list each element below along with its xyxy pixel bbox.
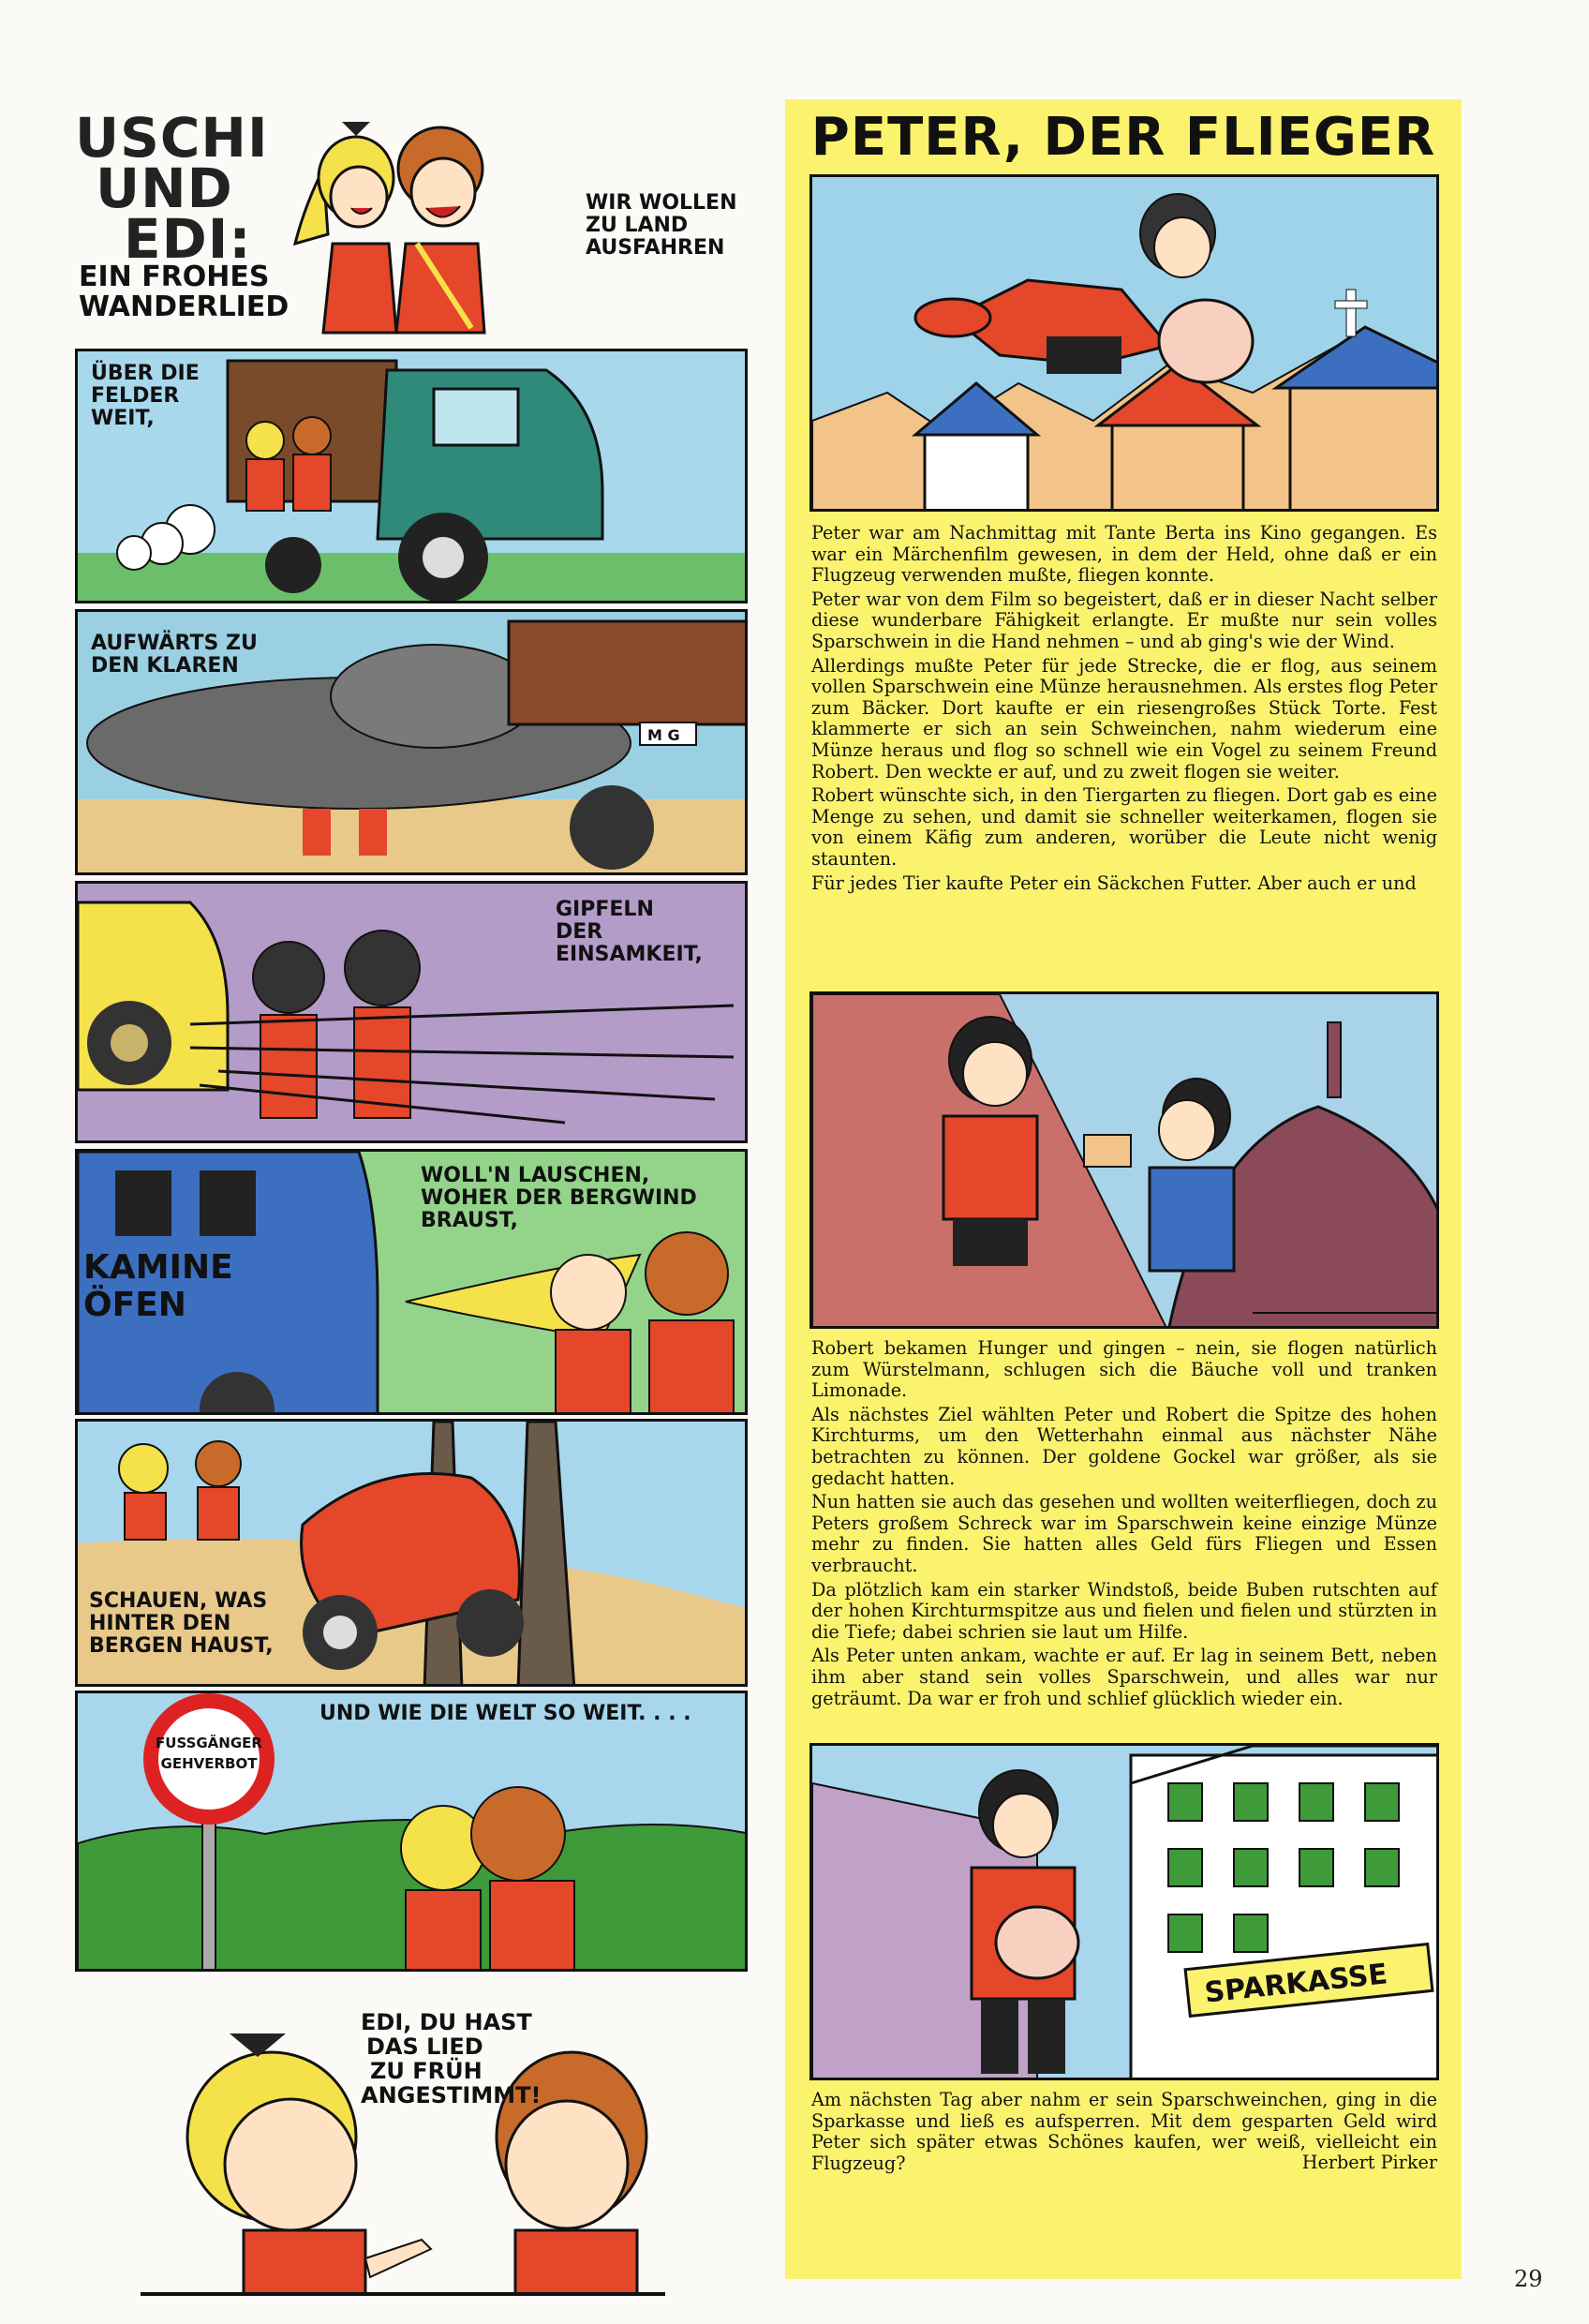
story-column [785,99,1462,2279]
story-illustration-bank [809,1743,1439,2080]
final-bubble-line-2: DAS LIED [366,2034,483,2060]
intro-speech-bubble [586,192,737,260]
panel-1-caption: ÜBER DIE FELDER WEIT, [91,362,200,430]
comic-panel-6 [75,1691,748,1972]
story-author: Herbert Pirker [1301,2152,1437,2173]
comic-panel-3 [75,881,748,1143]
bank-sign-text: SPARKASSE [1203,1958,1389,2010]
story-paragraph: Nun hatten sie auch das gesehen und wollten weiterfliegen, doch zu Peters großem Schreck war im Sparschwein keine einzige Münze mehr zu finden. Sie hatten alles Geld fürs Fliegen und Essen verbraucht. [811,1491,1437,1576]
van-text-line-1: KAMINE [83,1248,233,1287]
comic-panel-4 [75,1149,748,1415]
final-speech-bubble [361,2010,541,2108]
panel-4-caption: WOLL'N LAUSCHEN, WOHER DER BERGWIND BRAUST, [421,1164,697,1232]
final-bubble-line-3: ZU FRÜH [370,2058,483,2084]
comic-panel-1 [75,349,748,603]
story-text-block-2 [811,1338,1437,1712]
story-paragraph: Da plötzlich kam ein starker Windstoß, beide Buben rutschten auf der hohen Kirchturmspitze aus und fielen und fielen und stürzten in die Tiefe; dabei schrien sie laut um Hilfe. [811,1578,1437,1643]
story-paragraph: Allerdings mußte Peter für jede Strecke, die er flog, aus seinem vollen Sparschwein eine Münze herausnehmen. Als erstes flog Peter zum Bäcker. Dort kaufte er ein riesengroßes Stück Torte. Fest klammerte er sich an sein Schweinchen, nahm wiederum eine Münze heraus und flog so schnell wie ein Vogel zu seinem Freund Robert. Den weckte er auf, und zu zweit flogen sie weiter. [811,654,1437,782]
comic-subtitle [79,262,289,322]
story-paragraph: Als nächstes Ziel wählten Peter und Robert die Spitze des hohen Kirchturms, um den Wetterhahn einmal aus nächster Nähe betrachten zu können. Der goldene Gockel war größer, als sie gedacht hatten. [811,1403,1437,1489]
final-bubble-line-4: ANGESTIMMT! [361,2082,542,2108]
intro-kids-illustration [286,103,623,337]
story-paragraph: Robert wünschte sich, in den Tiergarten zu fliegen. Dort gab es eine Menge zu sehen, und damit sie schneller weiterkamen, flogen sie von einem Käfig zum anderen, worüber die Leute nicht wenig staunten. [811,784,1437,870]
logo-line-3: EDI: [124,207,252,271]
story-illustration-flying [809,174,1439,512]
bubble-line-1: WIR WOLLEN [586,191,737,215]
sign-text-line-1: FUSSGÄNGER [156,1735,262,1751]
story-paragraph: Peter war am Nachmittag mit Tante Berta ins Kino gegangen. Es war ein Märchenfilm gewesen, in dem der Held, ohne daß er ein Flugzeug verwenden mußte, fliegen konnte. [811,522,1437,587]
story-paragraph: Am nächsten Tag aber nahm er sein Sparschweinchen, ging in die Sparkasse und ließ es aufsperren. Mit dem gesparten Geld wird Peter sich später etwas Schönes kaufen, wer weiß, vielleicht ein Flugzeug? [811,2089,1437,2174]
final-bubble-line-1: EDI, DU HAST [361,2009,532,2035]
panel-2-caption: AUFWÄRTS ZU DEN KLAREN [91,632,258,678]
van-text-line-2: ÖFEN [83,1286,186,1324]
story-illustration-sharing [809,991,1439,1329]
page-number: 29 [1514,2266,1543,2292]
truck-plate: M G [647,726,680,744]
story-paragraph: Für jedes Tier kaufte Peter ein Säckchen Futter. Aber auch er und [811,872,1417,894]
comic-logo [75,106,269,271]
panel-6-caption: UND WIE DIE WELT SO WEIT. . . . [319,1702,691,1725]
bubble-line-2: ZU LAND [586,214,689,237]
story-paragraph: Robert bekamen Hunger und gingen – nein, sie flogen natürlich zum Würstelmann, schlugen sich die Bäuche voll und tranken Limonade. [811,1337,1437,1402]
logo-line-1: USCHI [75,106,269,170]
bubble-line-3: AUSFAHREN [586,236,725,260]
story-text-block-1 [811,523,1437,897]
subtitle-line-1: EIN FROHES [79,261,270,293]
story-title: PETER, DER FLIEGER [810,107,1436,168]
comic-header [75,103,750,337]
comic-panel-2 [75,609,748,875]
panel-3-caption: GIPFELN DER EINSAMKEIT, [556,898,703,966]
comic-panel-5 [75,1419,748,1687]
logo-line-2: UND [96,156,233,220]
panel-5-caption: SCHAUEN, WAS HINTER DEN BERGEN HAUST, [89,1589,274,1658]
sign-text-line-2: GEHVERBOT [160,1755,258,1772]
story-paragraph: Peter war von dem Film so begeistert, daß er in dieser Nacht selber diese wunderbare Fähigkeit erlangte. Er mußte nur sein volles Sparschwein in die Hand nehmen – und ab ging's wie der Wind. [811,588,1437,652]
story-paragraph: Als Peter unten ankam, wachte er auf. Er lag in seinem Bett, neben ihm aber stand sein volles Sparschwein, und alles war nur geträumt. Da war er froh und schlief glücklich wieder ein. [811,1645,1437,1709]
subtitle-line-2: WANDERLIED [79,290,290,323]
panel-6-art [78,1693,748,1972]
